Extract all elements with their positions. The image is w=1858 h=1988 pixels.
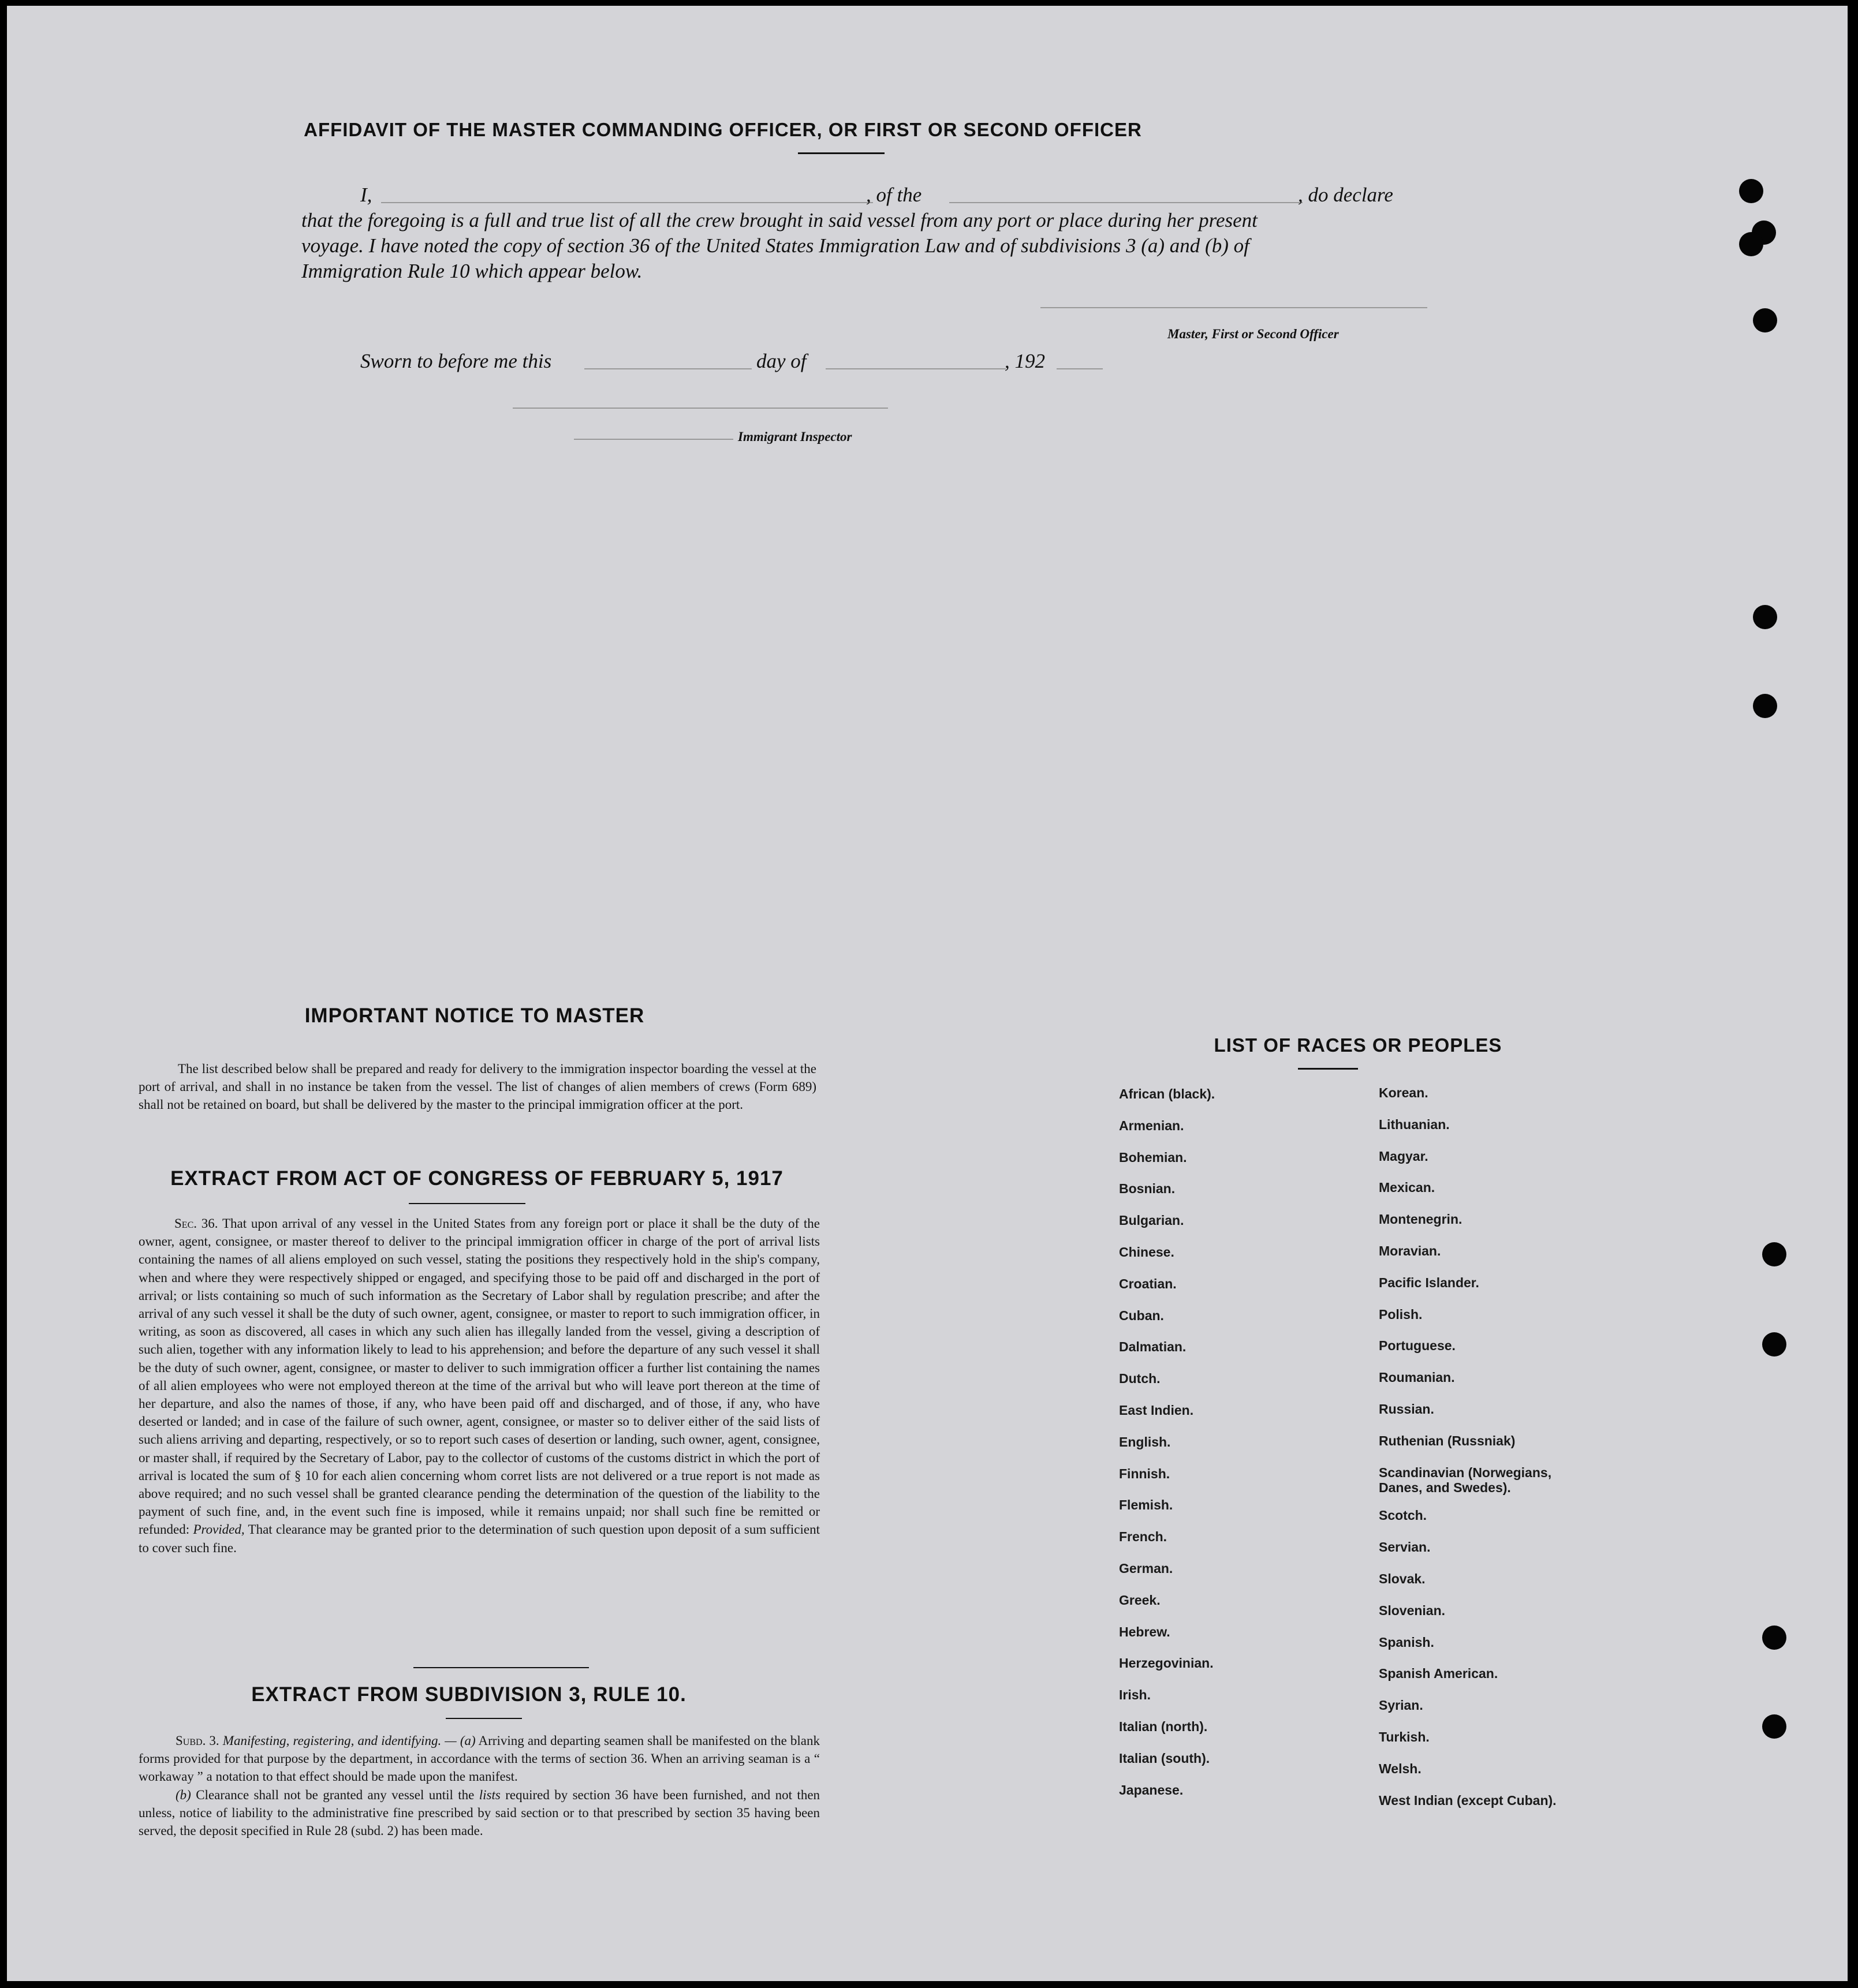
race-item: Irish. <box>1119 1687 1151 1702</box>
rule-title: EXTRACT FROM SUBDIVISION 3, RULE 10. <box>251 1683 687 1706</box>
affidavit-of-the: , of the <box>866 184 922 206</box>
race-item: Armenian. <box>1119 1118 1184 1133</box>
rule-para-b-label: (b) <box>176 1787 191 1802</box>
race-item: Bulgarian. <box>1119 1213 1184 1228</box>
act-sec-label: Sec. 36. <box>174 1216 218 1231</box>
punch-hole <box>1762 1714 1786 1739</box>
race-item: West Indian (except Cuban). <box>1379 1793 1557 1808</box>
act-text <box>139 1215 820 1557</box>
sworn-prefix: Sworn to before me this <box>360 350 552 372</box>
race-item: African (black). <box>1119 1086 1215 1101</box>
punch-hole <box>1762 1625 1786 1650</box>
race-item: Servian. <box>1379 1539 1431 1554</box>
race-item: Slovenian. <box>1379 1603 1446 1618</box>
race-item: Bohemian. <box>1119 1150 1187 1165</box>
race-item: Portuguese. <box>1379 1338 1456 1353</box>
rule-para-b-2: required by section 36 have been furnished, and not then unless, notice of liability to the administrative fine prescribed by said section or to that prescribed by section 35 having been served, the deposit specified in Rule 28 (subd. 2) has been made. <box>139 1787 820 1838</box>
blank-sworn-month[interactable] <box>826 368 1006 369</box>
race-item: Roumanian. <box>1379 1370 1455 1385</box>
act-end-rule <box>413 1667 589 1668</box>
race-item: Lithuanian. <box>1379 1117 1450 1132</box>
race-item: East Indien. <box>1119 1403 1194 1418</box>
affidavit-line-2: that the foregoing is a full and true list of all the crew brought in said vessel from any port or place during her present <box>301 209 1258 231</box>
rule-subd-label: Subd. 3. <box>176 1733 219 1748</box>
punch-hole <box>1762 1242 1786 1266</box>
punch-hole <box>1739 232 1763 256</box>
race-item: Magyar. <box>1379 1149 1428 1164</box>
notice-text <box>139 1060 816 1114</box>
race-item: Greek. <box>1119 1593 1161 1608</box>
punch-hole <box>1753 605 1777 629</box>
notice-text-body: The list described below shall be prepared and ready for delivery to the immigration inspector boarding the vessel at the port of arrival, and shall in no instance be taken from the vessel. The list of changes of alien members of crews (Form 689) shall not be retained on board, but shall be delivered by the master to the principal immigration officer at the port. <box>139 1062 816 1112</box>
race-item: Ruthenian (Russniak) <box>1379 1433 1516 1448</box>
race-item: Polish. <box>1379 1307 1423 1322</box>
punch-hole <box>1753 308 1777 332</box>
race-item: Scotch. <box>1379 1508 1427 1523</box>
race-item: Pacific Islander. <box>1379 1275 1479 1290</box>
punch-hole <box>1762 1332 1786 1357</box>
affidavit-do-declare: , do declare <box>1298 184 1393 206</box>
document-page <box>7 6 1848 1981</box>
rule-text <box>139 1732 820 1840</box>
race-item: Turkish. <box>1379 1729 1430 1744</box>
race-item: Mexican. <box>1379 1180 1435 1195</box>
act-title: EXTRACT FROM ACT OF CONGRESS OF FEBRUARY 5, 1917 <box>170 1167 784 1190</box>
punch-hole <box>1753 694 1777 718</box>
race-item: Scandinavian (Norwegians, Danes, and Swedes). <box>1379 1465 1552 1495</box>
race-item: Japanese. <box>1119 1783 1184 1798</box>
master-signature-line[interactable] <box>1040 307 1427 308</box>
act-text-body: That upon arrival of any vessel in the United States from any foreign port or place it shall be the duty of the owner, agent, consignee, or master thereof to deliver to the principal immigration officer in charge of the port of arrival lists containing the names of all aliens employed on such vessel, stating the positions they respectively hold in the ship's company, when and where they were respectively shipped or engaged, and specifying those to be paid off and discharged in the port of arrival; or lists containing so much of such information as the Secretary of Labor shall by regulation prescribe; and after the arrival of any such vessel it shall be the duty of such owner, agent, consignee, or master to report to such immigration officer, in writing, as soon as discovered, all cases in which any such alien has illegally landed from the vessel, giving a description of such alien, together with any information likely to lead to his apprehension; and before the departure of any such vessel it shall be the duty of such owner, agent, consignee, or master to deliver to such immigration officer a further list containing the names of all alien employees who were not employed thereon at the time of the arrival but who will leave port thereon at the time of her departure, and also the names of those, if any, who have been paid off and discharged, and of those, if any, who have deserted or landed; and in case of the failure of such owner, agent, consignee, or master so to deliver either of the said lists of such aliens arriving and departing, respectively, or so to report such cases of desertion or landing, such owner, agent, consignee, or master shall, if required by the Secretary of Labor, pay to the collector of customs of the customs district in which the port of arrival is located the sum of § 10 for each alien concerning whom corret lists are not delivered or a true report is not made as above required; and no such vessel shall be granted clearance pending the determination of the question of the liability to the payment of such fine, and, in the event such fine is imposed, while it remains unpaid; nor shall such fine be remitted or refunded: <box>139 1216 820 1537</box>
race-item: Flemish. <box>1119 1497 1173 1512</box>
affidavit-title: AFFIDAVIT OF THE MASTER COMMANDING OFFICER, OR FIRST OR SECOND OFFICER <box>304 119 1142 140</box>
race-item: Spanish American. <box>1379 1666 1498 1681</box>
rule-para-a: Arriving and departing seamen shall be manifested on the blank forms provided for that purpose by the department, in accordance with the terms of section 36. When an arriving seaman is a “ workaway ” a notation to that effect should be made upon the manifest. <box>139 1733 820 1784</box>
affidavit-line-4: Immigration Rule 10 which appear below. <box>301 260 643 282</box>
blank-sworn-year[interactable] <box>1057 368 1103 369</box>
race-item: Moravian. <box>1379 1243 1441 1258</box>
rule-subd-title: Manifesting, registering, and identifying. — (a) <box>222 1733 476 1748</box>
race-item: Bosnian. <box>1119 1181 1176 1196</box>
race-item: Dutch. <box>1119 1371 1161 1386</box>
race-item: Welsh. <box>1379 1761 1422 1776</box>
affidavit-title-rule <box>798 152 885 154</box>
race-item: Russian. <box>1379 1402 1434 1417</box>
blank-name[interactable] <box>381 202 873 203</box>
race-item: Cuban. <box>1119 1308 1164 1323</box>
race-item: French. <box>1119 1529 1167 1544</box>
race-item: Herzegovinian. <box>1119 1656 1214 1671</box>
punch-hole <box>1739 179 1763 203</box>
race-item: Spanish. <box>1379 1635 1434 1650</box>
inspector-signature-line-short[interactable] <box>574 439 733 440</box>
blank-vessel[interactable] <box>949 202 1303 203</box>
affidavit-i: I, <box>360 184 372 206</box>
race-item: Dalmatian. <box>1119 1339 1187 1354</box>
race-item: Italian (north). <box>1119 1719 1208 1734</box>
races-title-rule <box>1298 1068 1358 1070</box>
race-item: Montenegrin. <box>1379 1212 1462 1227</box>
race-item: Syrian. <box>1379 1698 1423 1713</box>
act-provided: Provided, <box>193 1522 245 1537</box>
races-title: LIST OF RACES OR PEOPLES <box>1214 1034 1502 1056</box>
race-item: Italian (south). <box>1119 1751 1210 1766</box>
race-item: Chinese. <box>1119 1245 1174 1260</box>
affidavit-line-3: voyage. I have noted the copy of section 36 of the United States Immigration Law and of subdivisions 3 (a) and (b) of <box>301 234 1249 257</box>
master-label: Master, First or Second Officer <box>1167 327 1339 341</box>
sworn-year: , 192 <box>1005 350 1045 372</box>
race-item: Korean. <box>1379 1085 1428 1100</box>
act-title-rule <box>409 1203 525 1204</box>
race-item: Hebrew. <box>1119 1624 1170 1639</box>
rule-para-b-1: Clearance shall not be granted any vessel until the <box>196 1787 475 1802</box>
blank-sworn-day[interactable] <box>584 368 752 369</box>
race-item: Slovak. <box>1379 1571 1426 1586</box>
race-item: Croatian. <box>1119 1276 1177 1291</box>
race-item: Finnish. <box>1119 1466 1170 1481</box>
rule-para-b-lists: lists <box>479 1787 501 1802</box>
act-text-end: That clearance may be granted prior to the determination of such question upon deposit of a sum sufficient to cover such fine. <box>139 1522 820 1555</box>
race-item: English. <box>1119 1434 1171 1449</box>
sworn-day-of: day of <box>756 350 807 372</box>
inspector-label: Immigrant Inspector <box>738 429 852 444</box>
notice-title: IMPORTANT NOTICE TO MASTER <box>304 1004 645 1027</box>
inspector-signature-line[interactable] <box>513 408 888 409</box>
affidavit-line-1 <box>360 184 372 207</box>
race-item: German. <box>1119 1561 1173 1576</box>
rule-title-rule <box>446 1718 522 1719</box>
